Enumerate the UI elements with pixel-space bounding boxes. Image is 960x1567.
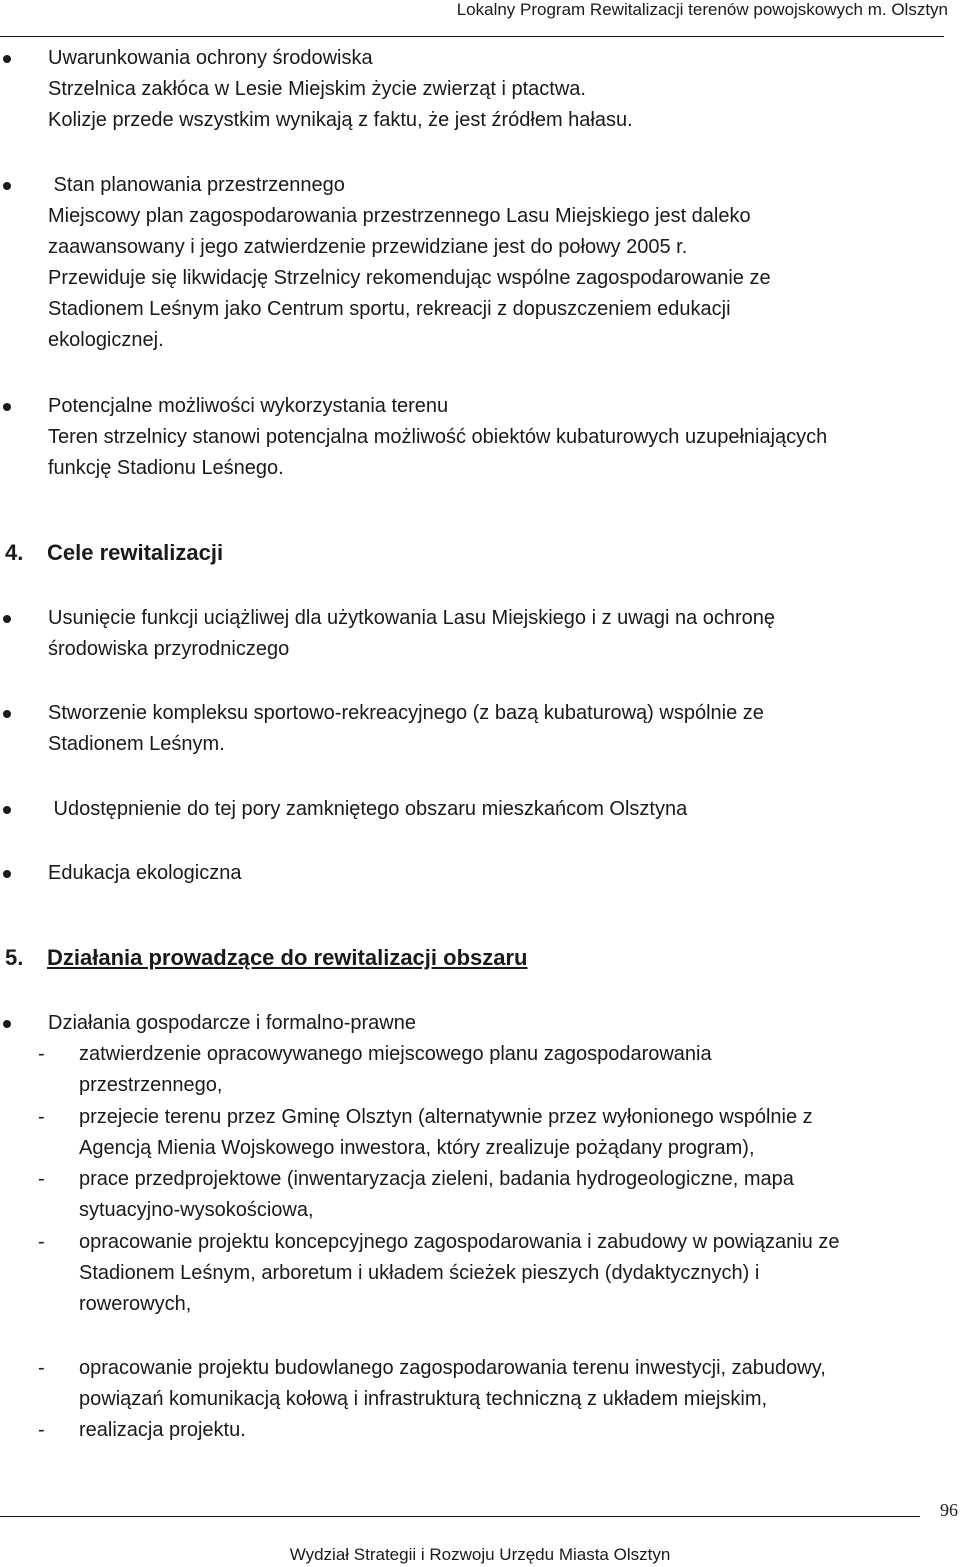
- bullet-item-planning: [48, 170, 948, 356]
- bullet-icon: [3, 870, 11, 878]
- goal-line: Edukacja ekologiczna: [48, 862, 242, 884]
- bullet-line: zaawansowany i jego zatwierdzenie przewidziane jest do połowy 2005 r.: [48, 236, 688, 258]
- action-line: zatwierdzenie opracowywanego miejscowego planu zagospodarowania: [79, 1043, 712, 1065]
- action-line: opracowanie projektu budowlanego zagospodarowania terenu inwestycji, zabudowy,: [79, 1357, 826, 1379]
- goal-item: [48, 603, 948, 665]
- bullet-line: ekologicznej.: [48, 329, 164, 351]
- actions-bullet: [48, 1008, 948, 1039]
- header-divider: [0, 36, 944, 37]
- heading-title: Działania prowadzące do rewitalizacji obszaru: [47, 945, 528, 970]
- action-line: powiązań komunikacją kołową i infrastrukturą techniczną z układem miejskim,: [79, 1388, 768, 1410]
- footer-divider: [0, 1516, 920, 1517]
- action-line: Stadionem Leśnym, arboretum i układem ścieżek pieszych (dydaktycznych) i: [79, 1262, 760, 1284]
- bullet-icon: [3, 710, 11, 718]
- heading-title: Cele rewitalizacji: [47, 540, 224, 565]
- action-line: opracowanie projektu koncepcyjnego zagospodarowania i zabudowy w powiązaniu ze: [79, 1231, 840, 1253]
- bullet-item-potential: [48, 391, 948, 484]
- dash-marker: -: [38, 1357, 45, 1379]
- section-heading-4: [5, 537, 223, 568]
- dash-marker: -: [38, 1168, 45, 1190]
- bullet-item-environment: [48, 43, 948, 136]
- goal-item: [48, 698, 948, 760]
- action-line: prace przedprojektowe (inwentaryzacja zieleni, badania hydrogeologiczne, mapa: [79, 1168, 794, 1190]
- bullet-line: Kolizje przede wszystkim wynikają z faktu, że jest źródłem hałasu.: [48, 109, 633, 131]
- section-heading-5: [5, 942, 527, 973]
- action-line: Agencją Mienia Wojskowego inwestora, który zrealizuje pożądany program),: [79, 1137, 755, 1159]
- goal-item: [48, 794, 948, 825]
- bullet-line: Potencjalne możliwości wykorzystania terenu: [48, 395, 449, 417]
- bullet-icon: [3, 403, 11, 411]
- bullet-line: Stadionem Leśnym jako Centrum sportu, rekreacji z dopuszczeniem edukacji: [48, 298, 731, 320]
- bullet-line: Teren strzelnicy stanowi potencjalna możliwość obiektów kubaturowych uzupełniających: [48, 426, 828, 448]
- dash-marker: -: [38, 1043, 45, 1065]
- heading-number: 4.: [5, 540, 24, 565]
- bullet-line: Uwarunkowania ochrony środowiska: [48, 47, 373, 69]
- heading-number: 5.: [5, 945, 24, 970]
- action-line: realizacja projektu.: [79, 1419, 246, 1441]
- page-header-title: Lokalny Program Rewitalizacji terenów powojskowych m. Olsztyn: [456, 0, 948, 19]
- dash-marker: -: [38, 1419, 45, 1441]
- bullet-line: Stan planowania przestrzennego: [48, 174, 345, 196]
- actions-title: Działania gospodarcze i formalno-prawne: [48, 1012, 416, 1034]
- action-line: przestrzennego,: [79, 1074, 223, 1096]
- bullet-icon: [3, 55, 11, 63]
- bullet-icon: [3, 1020, 11, 1028]
- action-line: rowerowych,: [79, 1293, 192, 1315]
- goal-item: [48, 858, 948, 889]
- dash-marker: -: [38, 1231, 45, 1253]
- bullet-icon: [3, 182, 11, 190]
- goal-line: Udostępnienie do tej pory zamkniętego obszaru mieszkańcom Olsztyna: [48, 798, 688, 820]
- bullet-line: Strzelnica zakłóca w Lesie Miejskim życie zwierząt i ptactwa.: [48, 78, 586, 100]
- bullet-line: Przewiduje się likwidację Strzelnicy rekomendując wspólne zagospodarowanie ze: [48, 267, 771, 289]
- goal-line: Stadionem Leśnym.: [48, 733, 225, 755]
- bullet-line: Miejscowy plan zagospodarowania przestrzennego Lasu Miejskiego jest daleko: [48, 205, 751, 227]
- page-number: 96: [940, 1500, 958, 1520]
- bullet-icon: [3, 615, 11, 623]
- action-line: przejecie terenu przez Gminę Olsztyn (alternatywnie przez wyłonionego wspólnie z: [79, 1106, 813, 1128]
- goal-line: środowiska przyrodniczego: [48, 638, 290, 660]
- goal-line: Usunięcie funkcji uciążliwej dla użytkowania Lasu Miejskiego i z uwagi na ochronę: [48, 607, 776, 629]
- footer-text: Wydział Strategii i Rozwoju Urzędu Miasta Olsztyn: [289, 1545, 671, 1564]
- bullet-icon: [3, 806, 11, 814]
- bullet-line: funkcję Stadionu Leśnego.: [48, 457, 284, 479]
- action-line: sytuacyjno-wysokościowa,: [79, 1199, 314, 1221]
- dash-marker: -: [38, 1106, 45, 1128]
- goal-line: Stworzenie kompleksu sportowo-rekreacyjnego (z bazą kubaturową) wspólnie ze: [48, 702, 764, 724]
